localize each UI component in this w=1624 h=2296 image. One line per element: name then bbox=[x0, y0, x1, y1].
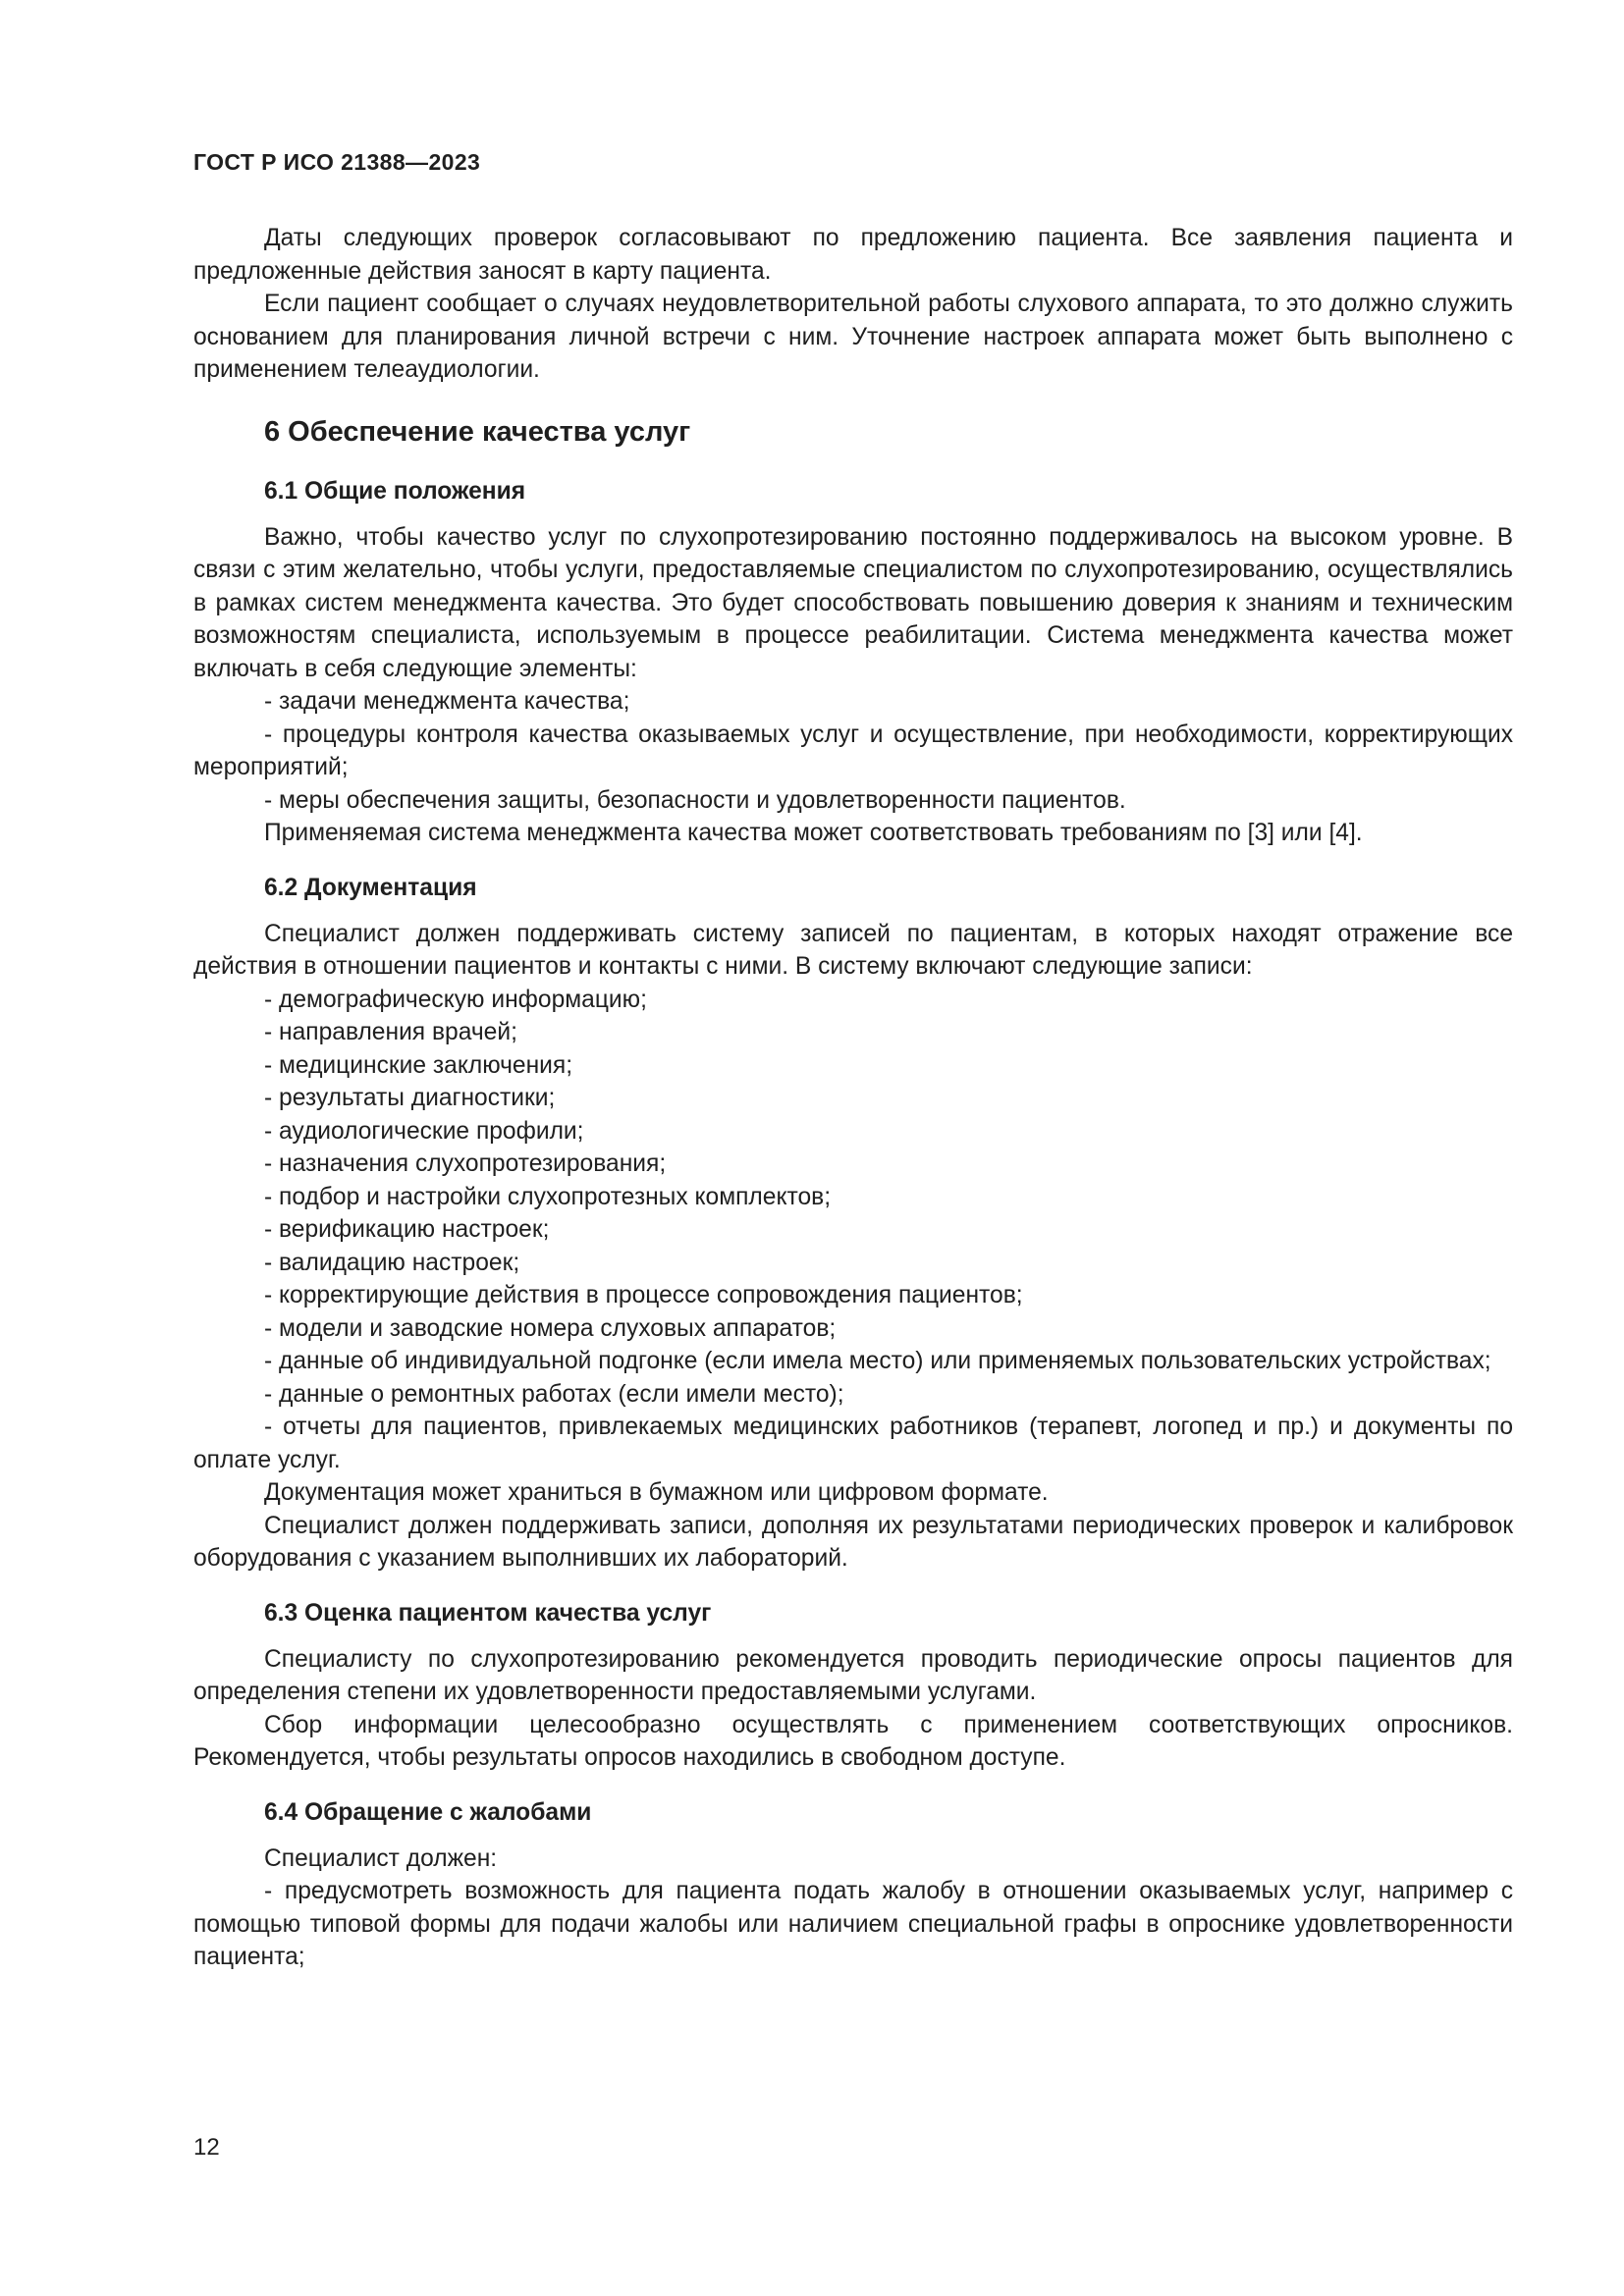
list-item: - подбор и настройки слухопротезных комплектов; bbox=[264, 1183, 832, 1210]
section-6-3-title: 6.3 Оценка пациентом качества услуг bbox=[264, 1599, 712, 1627]
page-number: 12 bbox=[193, 2134, 220, 2161]
standard-header: ГОСТ Р ИСО 21388—2023 bbox=[193, 149, 481, 175]
list-item: - данные о ремонтных работах (если имели место); bbox=[264, 1380, 844, 1408]
list-item: - демографическую информацию; bbox=[264, 986, 647, 1013]
list-item: - модели и заводские номера слуховых аппаратов; bbox=[264, 1314, 837, 1342]
paragraph: Если пациент сообщает о случаях неудовлетворительной работы слухового аппарата, то это должно служить основанием для планирования личной встречи с ним. Уточнение настроек аппарата может быть выполнено с применением телеаудиологии. bbox=[193, 291, 1513, 383]
list-item: - валидацию настроек; bbox=[264, 1249, 520, 1276]
paragraph: Специалисту по слухопротезированию рекомендуется проводить периодические опросы пациентов для определения степени их удовлетворенности предоставляемыми услугами. bbox=[193, 1645, 1513, 1705]
list-item: - результаты диагностики; bbox=[264, 1085, 556, 1111]
paragraph: Применяемая система менеджмента качества может соответствовать требованиям по [3] или [4]. bbox=[264, 820, 1363, 846]
section-6-4-title: 6.4 Обращение с жалобами bbox=[264, 1798, 592, 1826]
list-item: - направления врачей; bbox=[264, 1019, 517, 1045]
list-item: - процедуры контроля качества оказываемых услуг и осуществление, при необходимости, корректирующих мероприятий; bbox=[193, 721, 1513, 780]
section-6-2-title: 6.2 Документация bbox=[264, 874, 477, 901]
paragraph: Специалист должен поддерживать записи, дополняя их результатами периодических проверок и калибровок оборудования с указанием выполнивших их лабораторий. bbox=[193, 1512, 1513, 1572]
list-item: - верификацию настроек; bbox=[264, 1216, 550, 1243]
list-item: - медицинские заключения; bbox=[264, 1051, 573, 1079]
section-6-1-title: 6.1 Общие положения bbox=[264, 477, 526, 505]
section-6-title: 6 Обеспечение качества услуг bbox=[264, 415, 691, 448]
list-item: - данные об индивидуальной подгонке (если имела место) или применяемых пользовательских устройствах; bbox=[264, 1348, 1491, 1374]
paragraph: Сбор информации целесообразно осуществлять с применением соответствующих опросников. Рекомендуется, чтобы результаты опросов находились в свободном доступе. bbox=[193, 1711, 1513, 1771]
list-item: - назначения слухопротезирования; bbox=[264, 1150, 667, 1177]
paragraph: Документация может храниться в бумажном или цифровом формате. bbox=[264, 1479, 1049, 1506]
list-item: - меры обеспечения защиты, безопасности и удовлетворенности пациентов. bbox=[264, 786, 1126, 814]
list-item: - отчеты для пациентов, привлекаемых медицинских работников (терапевт, логопед и пр.) и документы по оплате услуг. bbox=[193, 1414, 1513, 1473]
list-item: - задачи менеджмента качества; bbox=[264, 688, 630, 715]
list-item: - корректирующие действия в процессе сопровождения пациентов; bbox=[264, 1282, 1023, 1308]
document-body bbox=[193, 222, 1513, 1974]
list-item: - предусмотреть возможность для пациента подать жалобу в отношении оказываемых услуг, например с помощью типовой формы для подачи жалобы или наличием специальной графы в опроснике удовлетворенности пациента; bbox=[193, 1878, 1513, 1970]
list-item: - аудиологические профили; bbox=[264, 1117, 584, 1145]
paragraph: Специалист должен поддерживать систему записей по пациентам, в которых находят отражение все действия в отношении пациентов и контакты с ними. В систему включают следующие записи: bbox=[193, 920, 1513, 980]
paragraph: Специалист должен: bbox=[264, 1844, 498, 1872]
paragraph: Даты следующих проверок согласовывают по предложению пациента. Все заявления пациента и предложенные действия заносят в карту пациента. bbox=[193, 225, 1513, 285]
paragraph: Важно, чтобы качество услуг по слухопротезированию постоянно поддерживалось на высоком уровне. В связи с этим желательно, чтобы услуги, предоставляемые специалистом по слухопротезированию, осуществлялись в рамках систем менеджмента качества. Это будет способствовать повышению доверия к знаниям и техническим возможностям специалиста, используемым в процессе реабилитации. Система менеджмента качества может включать в себя следующие элементы: bbox=[193, 523, 1513, 682]
